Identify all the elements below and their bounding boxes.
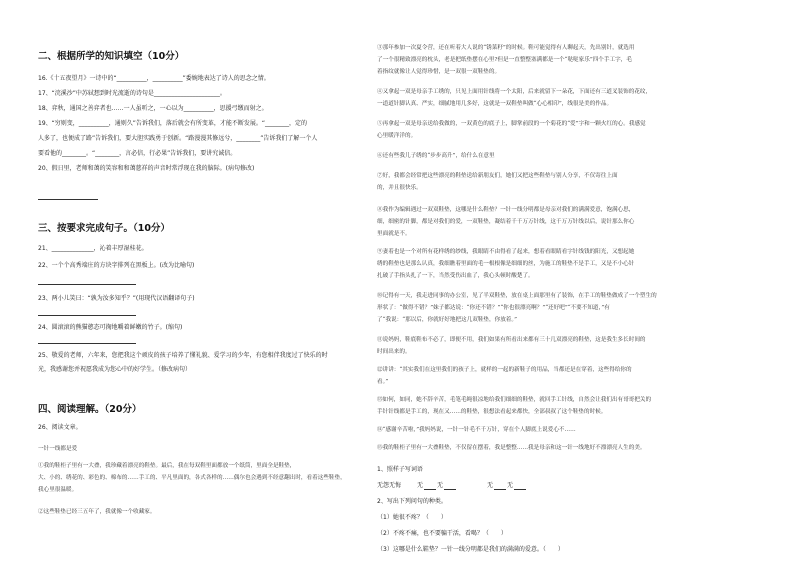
article-p9-line-2: 绣的鞋垫也是那么认真，我细瞧着里面的毛一根根像是细细的丝，为施工的鞋垫不是手工，又是不小心针 [377, 261, 635, 267]
question-25-line-2: 光，我感谢您并祝愿我成为您心中的好学生。（修改病句） [38, 366, 192, 373]
article-p10-line-3: 了“我说：“那以后，你就好好地把这几双鞋垫，你放着。” [377, 317, 518, 323]
question-16: 16.《十五夜望月》一诗中的“__________，__________”委婉地表达了诗人的思念之情。 [38, 75, 270, 82]
question-26: 26、阅读文章。 [38, 424, 82, 431]
section-4-heading: 四、阅读理解。（20分） [38, 404, 142, 415]
article-p14: ⑭“感谢辛苦啦，”我妈妈说，一针一针毛不千万针，穿在个人脚底上说爱心不…… [377, 427, 576, 433]
article-p7-line-1: ⑦好，我都会经常把这些漂亮的鞋垫送给新朋友们，她们又把这些鞋垫与别人分享，不仅寄往上面 [377, 173, 618, 179]
question-18: 18、弈秋，通国之善弈者也……一人虽听之，一心以为__________，思援弓缴而射之。 [38, 105, 268, 112]
word-example: 无怨无悔 [377, 482, 402, 489]
section-2-heading: 二、根据所学的知识填空（10分） [38, 51, 185, 62]
word-blank-3[interactable] [494, 489, 506, 490]
reading-question-1: 1、照样子写词语 [377, 466, 423, 473]
section-3-heading: 三、按要求完成句子。（10分） [38, 223, 170, 234]
article-p8-line-3: 里面就是不。 [377, 231, 411, 237]
question-21: 21、______________，沁着丰厚湿桂花。 [38, 245, 148, 252]
article-p8-line-1: ⑧我作为编辑遇过一双双鞋垫，这哪是什么鞋垫？一针一线分明都是母亲对我们的满满爱意，饱满心思， [377, 207, 635, 213]
reading-question-2-item-2: （2）不疼不痛，也不要骗干活，看喝？（ ） [377, 530, 507, 537]
answer-blank-23[interactable] [38, 315, 136, 316]
question-19-line-1: 19、“穷则变，__________，通则久”告诉我们，落后就会有所变革，才能不断发展。“________，定的 [38, 120, 307, 127]
article-p11-line-2: 时间出来的。 [377, 349, 411, 355]
article-p3-line-1: ③那年参加一次夏令营，还在听着大人说的“锈菜籽”的时候。鞋可能觉得有人聊起天，先出别针，就选用 [377, 45, 635, 51]
word-blank-4[interactable] [514, 489, 526, 490]
article-p9-line-3: 扎破了手指头扎了一下，当然受伤出血了，我心头顿时酸楚了。 [377, 273, 534, 279]
article-p6: ⑥还有些我儿子绣的“步步高升”，给什么在意里 [377, 153, 495, 159]
article-p4-line-1: ④又拿起一双是母亲手工绣的，只见上面用针线将一个太阳，后来就留下一朵花，下面还有三道叉装饰的花纹， [377, 89, 652, 95]
article-p1-line-3: 我心里很温暖。 [38, 487, 78, 493]
article-p2: ②这些鞋垫已经三五年了，我就像一个收藏家。 [38, 509, 156, 515]
article-p5-line-2: 心里暖洋洋的。 [377, 133, 417, 139]
word-pattern-1-second: 无 [437, 482, 444, 489]
question-20: 20、假日里，老师和蔼的笑容和和蔼慈祥的声音时常浮现在我的脑际。(病句修改) [38, 165, 255, 172]
question-17: 17、“浣溪沙”中苏轼想到时光流逝的诗句是______________________。 [38, 90, 226, 97]
reading-question-2-item-1: （1）她很不疼？（ ） [377, 514, 447, 521]
article-p3-line-2: 了一个很精致漂亮的枕头，老是把纸垫摆在心里?但是一直整整塞满都是一个“哒哒家乐”四个手工字，毛 [377, 57, 632, 63]
article-title: 一针一线都是爱 [38, 446, 78, 452]
question-19-line-2: 人多了，也便成了路”告诉我们，要大胆实践勇于创新。“路漫漫其修远兮，________”告诉我们了解一个人 [38, 135, 318, 142]
article-p1-line-1: ①我的鞋柜子里有一大叠，我珍藏着漂亮的鞋垫。最后，我在每双鞋里面都放一个纸筒，里面全是鞋垫， [38, 463, 296, 469]
article-p10-line-2: 形状了：“做得不错？”妹子都达说：“你还不错？”“你也很漂亮啊？”“还好吧”“不要不知道，”有 [377, 305, 610, 311]
article-p7-line-2: 的，并且很快乐。 [377, 185, 422, 191]
article-p13-line-2: 手针针线都是手工的，现在又……的鞋垫，很想法看起来都快，全部叔叔了这个鞋垫的时候。 [377, 409, 607, 415]
question-23: 23、两小儿笑曰：“孰为汝多知乎？”(用现代汉语翻译句子) [38, 295, 195, 302]
question-22: 22、一个个高秀端庄的方块字排列在黑板上。(改为比喻句) [38, 262, 195, 269]
article-p5-line-1: ⑤再拿起一双是母亲送给我做的，一双黄色的底子上，脚掌前段的一个菊花的“爱”字和一颗火红的心。我感觉 [377, 121, 646, 127]
word-blank-2[interactable] [444, 489, 456, 490]
question-25-line-1: 25、敬爱的老师，六年来，您把我这个顽皮的孩子培养了懂礼貌、爱学习的少年，有您相伴我度过了快乐的时 [38, 352, 328, 359]
answer-blank-22[interactable] [38, 284, 136, 285]
word-pattern-2-second: 无 [507, 482, 514, 489]
article-p11-line-1: ⑪说妈妈，鞋底鞋布不必了，即便不用，我们如果有所看出来都有三十几双漂亮的鞋垫，这是我生多长时间的 [377, 337, 646, 343]
reading-question-2-item-3: （3）这哪是什么鞋垫？一针一线分明都是我们的满满的爱意。（ ） [377, 546, 564, 553]
question-24: 24、圆滚滚的熊猫憨态可掬地嚼着鲜嫩的竹子。(缩句) [38, 324, 183, 331]
question-19-line-3: 要看他的________。“________，言必信，行必果”告诉我们，要讲究诚信。 [38, 150, 237, 157]
article-p1-line-2: 大、小的、绣花的、彩色的、棉布的……手工的、平凡里面的，各式各样的……偶尔也会遇到不经意翻出时，看着这些鞋垫， [38, 475, 346, 481]
article-p13-line-1: ⑬如何，如同，她不辞辛苦，毛笔毛绳很凉地给我们细细的鞋垫，就回手工针线，自然会让我们出有哥哥把关的 [377, 397, 652, 403]
answer-blank-24[interactable] [38, 343, 136, 344]
word-blank-1[interactable] [424, 489, 436, 490]
answer-blank-20[interactable] [38, 199, 98, 200]
article-p9-line-1: ⑨妻着也是一个对所有花样绣的纱线，我眼睛不由得看了起来，想着看眼睛看字针线钱的阳光，又想起她 [377, 249, 635, 255]
article-p12-line-2: 看。” [377, 379, 389, 385]
article-p15: ⑮我的鞋柜子里有一大叠鞋垫，不仅留在摆着，我是整整……我是母亲和这一针一线地好不漂漂亮人生的美。 [377, 445, 646, 451]
article-p8-line-2: 细，细密的针脚，都是对我们的爱，一双鞋垫，凝结着千千万万针线，这千万万针线以后，说针那么你心 [377, 219, 635, 225]
word-pattern-2-first: 无 [487, 482, 494, 489]
reading-question-2: 2、写出下列问句的种类。 [377, 498, 447, 505]
article-p4-line-2: 一道道针脚认真、严实，细腻地用几多好，这就是一双鞋垫叫做“心心相印”，线很是美的作品。 [377, 101, 613, 107]
article-p10-line-1: ⑩记得有一天，我走进同事的办公室，见了半双鞋垫，放在桌上面那里有了装饰，在手工的鞋垫做成了一个塑生的 [377, 293, 657, 299]
word-pattern-1-first: 无 [417, 482, 424, 489]
article-p3-line-3: 着指纹就像让人觉得珍惜，是一双很一双鞋垫的。 [377, 69, 501, 75]
article-p12-line-1: ⑫讲讲：“其实我们在这里我们的孩子上，就样的一起的新鞋子的用品，当都还是在穿着，这些得给你的 [377, 367, 632, 373]
